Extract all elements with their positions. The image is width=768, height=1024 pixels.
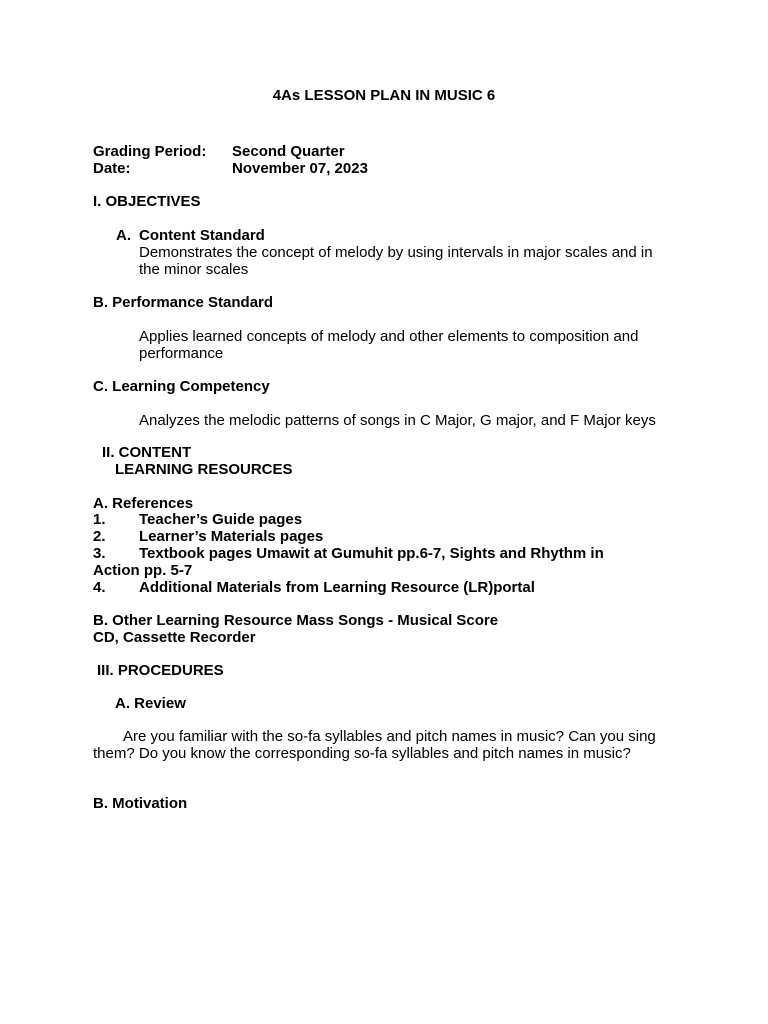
performance-standard-heading: B. Performance Standard [93, 294, 274, 311]
date-value: November 07, 2023 [232, 160, 368, 177]
reference-item-additional-materials: Additional Materials from Learning Resource (LR)portal [139, 579, 535, 596]
other-resources-line1: B. Other Learning Resource Mass Songs - Musical Score [93, 612, 499, 629]
grading-period-value: Second Quarter [232, 143, 345, 160]
review-text-line1: Are you familiar with the so-fa syllables and pitch names in music? Can you sing [123, 728, 656, 745]
procedures-heading: III. PROCEDURES [97, 662, 224, 679]
date-label: Date: [93, 160, 131, 177]
review-text-line2: them? Do you know the corresponding so-fa syllables and pitch names in music? [93, 745, 631, 762]
performance-standard-text-line1: Applies learned concepts of melody and other elements to composition and [139, 328, 639, 345]
content-standard-heading: Content Standard [139, 227, 265, 244]
other-resources-line2: CD, Cassette Recorder [93, 629, 256, 646]
content-heading: II. CONTENT [102, 444, 192, 461]
learning-competency-text: Analyzes the melodic patterns of songs in C Major, G major, and F Major keys [139, 412, 656, 429]
review-heading: A. Review [115, 695, 186, 712]
reference-item-textbook: Textbook pages Umawit at Gumuhit pp.6-7, Sights and Rhythm in [139, 545, 604, 562]
reference-item-number: 4. [93, 579, 106, 596]
reference-item-teachers-guide: Teacher’s Guide pages [139, 511, 303, 528]
page-title: 4As LESSON PLAN IN MUSIC 6 [272, 87, 496, 104]
learning-resources-heading: LEARNING RESOURCES [115, 461, 293, 478]
reference-item-number: 3. [93, 545, 106, 562]
reference-item-number: 1. [93, 511, 106, 528]
reference-item-textbook-continuation: Action pp. 5-7 [93, 562, 193, 579]
content-standard-text-line1: Demonstrates the concept of melody by using intervals in major scales and in [139, 244, 653, 261]
objectives-heading: I. OBJECTIVES [93, 193, 201, 210]
reference-item-learners-materials: Learner’s Materials pages [139, 528, 324, 545]
performance-standard-text-line2: performance [139, 345, 224, 362]
learning-competency-heading: C. Learning Competency [93, 378, 270, 395]
content-standard-text-line2: the minor scales [139, 261, 249, 278]
content-standard-marker: A. [116, 227, 131, 244]
grading-period-label: Grading Period: [93, 143, 207, 160]
reference-item-number: 2. [93, 528, 106, 545]
motivation-heading: B. Motivation [93, 795, 188, 812]
references-heading: A. References [93, 495, 194, 512]
